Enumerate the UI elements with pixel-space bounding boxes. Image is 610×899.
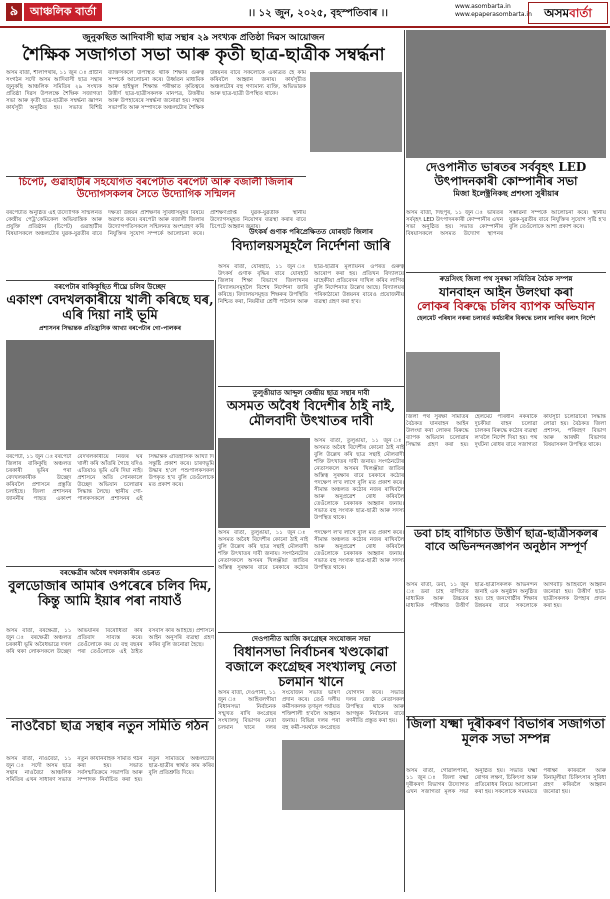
websites xyxy=(455,3,532,19)
story-12-body: অসম বাৰ্তা, গোৱালপাৰা, ১১ জুন ঃ জিলা যক্ষ্মা দূৰীকৰণ বিভাগৰ উদ্যোগত এখন সজাগতা মূলক সভা অনুষ্ঠিত হয়। সভাত যক্ষ্মা ৰোগৰ লক্ষণ, চিকিৎসা আৰু প্ৰতিৰোধৰ বিষয়ে আলোচনা কৰা হয়। সকলোকে সময়মতে পৰীক্ষা কৰিবলৈ আৰু বিনামূলীয়া চিকিৎসাৰ সুবিধা গ্ৰহণ কৰিবলৈ আহ্বান জনোৱা হয়। xyxy=(406,768,606,795)
story-10-heading xyxy=(406,272,606,351)
story-9-body: অসম বাৰ্তা, দিছপুৰ, ১১ জুন ঃ ভাৰতৰ সৰ্ববৃহৎ LED উৎপাদনকাৰী কোম্পানীৰ এখন সভা অনুষ্ঠিত হয়। সভাত কোম্পানীৰ বিষয়াসকলে অসমত উদ্যোগ স্থাপনৰ সম্ভাৱনা সম্পৰ্কে আলোচনা কৰে। স্থানীয় যুৱক-যুৱতীৰ বাবে নিযুক্তিৰ সুযোগ সৃষ্টি হ'ব বুলি তেওঁলোকে আশা প্ৰকাশ কৰে। xyxy=(406,210,606,237)
story-3-photo xyxy=(6,340,214,450)
story-5-heading xyxy=(6,718,214,755)
story-4-body: অসম বাৰ্তা, বৰক্ষেত্ৰী, ১১ জুন ঃ বৰক্ষেত্ৰী অঞ্চলত চৰকাৰী ভূমি অবৈধভাৱে দখল কৰি থকা লোকসকলে উচ্ছেদ অভিযানৰ বিৰোধিতা কৰি প্ৰতিবাদ সাব্যস্ত কৰে। তেওঁলোকে কয় যে বহু বছৰৰ পৰা তেওঁলোকে এই ঠাইত বসবাস কৰি আহিছে। প্ৰশাসনে আইন অনুসৰি ব্যৱস্থা গ্ৰহণ কৰিব বুলি জনোৱা হৈছে। xyxy=(6,628,214,655)
story-7-body: অসম বাৰ্তা, তুলুঙীয়া, ১১ জুন ঃ অসমত অবৈধ বিদেশীৰ কোনো ঠাই নাই বুলি উল্লেখ কৰি ছাত্ৰ সন্থাই মৌলবাদী শক্তি উৎখাতৰ দাবী জনায়। সংগঠনটোৰ নেতাসকলে অসমৰ খিলঞ্জীয়া জাতিৰ অস্তিত্ব সুৰক্ষাৰ বাবে চৰকাৰে কঠোৰ পদক্ষেপ ল'ব লাগে বুলি মত প্ৰকাশ কৰে। সীমান্ত অঞ্চলত কঠোৰ নজৰ ৰাখিবলৈ আৰু অনুপ্ৰৱেশ ৰোধ কৰিবলৈ তেওঁলোকে চৰকাৰক আহ্বান জনায়। সভাত বহু সংখ্যক ছাত্ৰ-ছাত্ৰী আৰু সদস্য উপস্থিত থাকে। xyxy=(218,530,404,571)
story-5-headline: নাওবৈচা ছাত্ৰ সন্থাৰ নতুন সমিতি গঠন xyxy=(11,719,209,734)
story-3-heading xyxy=(6,280,214,337)
story-10-headline-2: লোকৰ বিৰুদ্ধে চলিব ব্যাপক অভিযান xyxy=(417,299,595,313)
page-header xyxy=(0,0,610,28)
story-10-subhead: হেলমেট পৰিধান নকৰা চলাবৰ্ত কৰ্মচাৰীৰ বিৰুদ্ধে চলাব লাগিব বলাৎ নিৰ্দেশ xyxy=(416,315,596,322)
story-3-subkicker: প্ৰশাসনৰ সিদ্ধান্তক প্ৰতিহ্ৰাসিক আখ্যা বৰপেটাৰ গো-পালকৰ xyxy=(39,325,181,332)
column-rule xyxy=(215,280,216,892)
story-1-photo xyxy=(310,72,402,152)
story-4-headline: বুলডোজাৰ আমাৰ ওপৰেৰে চলিব দিম, কিন্তু আমি ইয়াৰ পৰা নাযাওঁ xyxy=(8,579,212,609)
website-1: www.asombarta.in xyxy=(455,3,511,10)
story-12-headline: জিলা যক্ষ্মা দূৰীকৰণ বিভাগৰ সজাগতা মূলক সভা সম্পন্ন xyxy=(407,717,605,747)
story-2-body: বৰপেটাত অনুষ্ঠিত এই উদ্যোগিক সন্মিলনত কেন্দ্ৰীয় পেট্ৰ'কেমিকেল অভিযান্ত্ৰিক আৰু প্ৰযুক্তি প্ৰতিষ্ঠান (চিপেট) গুৱাহাটীৰ বিষয়াসকলে অঞ্চলটোৰ যুৱক-যুৱতীৰ বাবে দক্ষতা উন্নয়ন প্ৰশিক্ষণৰ সুবিধাসমূহৰ বিষয়ে অৱগত কৰে। বৰপেটা আৰু বজালী জিলাৰ উদ্যোগপতিসকলে সন্মিলনত অংশগ্ৰহণ কৰি নিযুক্তিৰ সুযোগ সম্পৰ্কে আলোচনা কৰে। প্ৰশিক্ষণপ্ৰাপ্ত যুৱক-যুৱতীক স্থানীয় উদ্যোগসমূহত নিয়োগৰ ব্যৱস্থা কৰাৰ বাবে চিপেটে আহ্বান জনায়। xyxy=(6,210,306,237)
story-11-body: অসম বাৰ্তা, ডবা, ১১ জুন ঃ ডবা চাহ বাগিচাত মাধ্যমিক আৰু উচ্চতৰ মাধ্যমিক পৰীক্ষাত উত্তীৰ্ণ ছাত্ৰ-ছাত্ৰীসকলক অভিনন্দন জনাই এক অনুষ্ঠান অনুষ্ঠিত হয়। চাহ জনগোষ্ঠীৰ শিক্ষাৰ উন্নয়নৰ বাবে সকলোকে আগবাঢ়ি আহিবলৈ আহ্বান জনোৱা হয়। উত্তীৰ্ণ ছাত্ৰ-ছাত্ৰীসকলক উপহাৰ প্ৰদান কৰা হয়। xyxy=(406,582,606,609)
story-10-body: জিলা পথ সুৰক্ষা সমিতিৰ বৈঠকত যানবাহন আইন উলংঘা কৰা লোকৰ বিৰুদ্ধে ব্যাপক অভিযান চলোৱাৰ সিদ্ধান্ত গ্ৰহণ কৰা হয়। হেলমেট পৰিধান নকৰাকৈ দুচকীয়া বাহন চলোৱা চালকৰ বিৰুদ্ধে কঠোৰ ব্যৱস্থা ল'বলৈ নিৰ্দেশ দিয়া হয়। পথ দুৰ্ঘটনা ৰোধৰ বাবে সজাগতা কাৰ্যসূচী চলোৱাৰো সিদ্ধান্ত লোৱা হয়। বৈঠকত জিলা প্ৰশাসন, পৰিবহণ বিভাগ আৰু আৰক্ষী বিভাগৰ বিষয়াসকল উপস্থিত থাকে। xyxy=(406,414,606,448)
story-7-heading xyxy=(218,386,404,437)
story-3-headline: একাংশ বেদখলকাৰীয়ে খালী কৰিছে ঘৰ, এৰি দিয়া নাই ভূমি xyxy=(6,293,214,323)
story-3-kicker: বৰপেটাৰ বাকিকুছিত শীঘ্ৰে চলিব উচ্ছেদ xyxy=(54,283,166,291)
story-9-photo xyxy=(406,30,606,158)
story-3-body: বৰপেটা, ১১ জুন ঃ বৰপেটা জিলাৰ বাকিকুছি অঞ্চলত চৰকাৰী ভূমিৰ পৰা বেদখলকাৰীক উচ্ছেদ কৰিবলৈ প্ৰশাসনে প্ৰস্তুতি চলাইছে। জিলা প্ৰশাসনৰ জাননীৰ পাছত একাংশ বেদখলকাৰীয়ে নিজৰ ঘৰ খালী কৰি আঁতৰি গৈছে যদিও এতিয়াও ভূমি এৰি দিয়া নাই। প্ৰশাসনে অতি সোনকালে উচ্ছেদ অভিযান চলোৱাৰ সিদ্ধান্ত লৈছে। স্থানীয় গো-পালকসকলে প্ৰশাসনৰ এই সিদ্ধান্তক ঐতিহাসিক আখ্যা দি সন্তুষ্টি প্ৰকাশ কৰে। চাৰণভূমি উদ্ধাৰ হ'লে পশুপালকসকল উপকৃত হ'ব বুলি তেওঁলোকে মত প্ৰকাশ কৰে। xyxy=(6,454,214,502)
logo-part-a: অসম xyxy=(544,6,570,20)
story-12-heading xyxy=(406,716,606,767)
story-2-heading xyxy=(6,176,306,209)
story-6-headline: বিদ্যালয়সমূহলৈ নিৰ্দেশনা জাৰি xyxy=(231,239,391,254)
story-10-headline: যানবাহন আইন উলংঘা কৰা xyxy=(438,285,574,299)
story-10-photo xyxy=(406,352,500,412)
story-1-body: অসম বাৰ্তা, শীলাপথাৰ, ১১ জুন ঃ প্ৰাচীন সংগঠন সদৌ অসম আদিবাসী ছাত্ৰ সন্থাৰ জুনুকছি আঞ্চলিক সমিতিৰ ২৯ সংখ্যক প্ৰতিষ্ঠা দিৱস উপলক্ষে শৈক্ষিক সজাগতা সভা আৰু কৃতী ছাত্ৰ-ছাত্ৰীক সম্বৰ্দ্ধনা জ্ঞাপন কাৰ্যসূচী অনুষ্ঠিত হয়। সভাত বিশিষ্ট ব্যক্তিসকলে উপস্থিত থাকি শিক্ষাৰ গুৰুত্ব সম্পৰ্কে আলোচনা কৰে। উৰ্ধ্বতন মাধ্যমিক আৰু হাইস্কুল শিক্ষান্ত পৰীক্ষাত কৃতিত্বৰে উত্তীৰ্ণ ছাত্ৰ-ছাত্ৰীসকলক মানপত্ৰ, উত্তৰীয় আৰু উপহাৰেৰে সম্বৰ্দ্ধনা জনোৱা হয়। সন্থাৰ সভাপতি আৰু সম্পাদকে অঞ্চলটোৰ শৈক্ষিক উন্নয়নৰ বাবে সকলোকে একত্ৰিত হৈ কাম কৰিবলৈ আহ্বান জনায়। কাৰ্যসূচীত অঞ্চলটোৰ বহু গণ্যমান্য ব্যক্তি, অভিভাৱক আৰু ছাত্ৰ-ছাত্ৰী উপস্থিত থাকে। xyxy=(6,70,306,111)
story-8-heading xyxy=(218,632,404,689)
section-label: আঞ্চলিক বাৰ্তা xyxy=(24,3,102,21)
story-11-heading xyxy=(406,526,606,581)
story-9-headline: দেওপানীত ভাৰতৰ সৰ্ববৃহৎ LED উৎপাদনকাৰী কোম্পানীৰ সভা xyxy=(425,160,587,188)
story-8-photo xyxy=(282,740,404,810)
issue-date: ।। ১২ জুন, ২০২৫, বৃহস্পতিবাৰ ।। xyxy=(248,8,388,19)
story-5-body: অসম বাৰ্তা, নাওবৈচা, ১১ জুন ঃ সদৌ অসম ছাত্ৰ সন্থাৰ নাওবৈচা আঞ্চলিক সমিতিৰ এখন সাধাৰণ সভাত নতুন কাৰ্যনিৰ্বাহক সমিতি গঠন কৰা হয়। সভাত সৰ্বসন্মতিক্ৰমে সভাপতি আৰু সম্পাদক নিৰ্বাচিত কৰা হয়। নতুন সমিতিয়ে অঞ্চলটোৰ ছাত্ৰ-ছাত্ৰীৰ স্বাৰ্থত কাম কৰিব বুলি প্ৰতিশ্ৰুতি দিয়ে। xyxy=(6,756,214,783)
story-7-body-continued: অসম বাৰ্তা, তুলুঙীয়া, ১১ জুন ঃ অসমত অবৈধ বিদেশীৰ কোনো ঠাই নাই বুলি উল্লেখ কৰি ছাত্ৰ সন্থাই মৌলবাদী শক্তি উৎখাতৰ দাবী জনায়। সংগঠনটোৰ নেতাসকলে অসমৰ খিলঞ্জীয়া জাতিৰ অস্তিত্ব সুৰক্ষাৰ বাবে চৰকাৰে কঠোৰ পদক্ষেপ ল'ব লাগে বুলি মত প্ৰকাশ কৰে। সীমান্ত অঞ্চলত কঠোৰ নজৰ ৰাখিবলৈ আৰু অনুপ্ৰৱেশ ৰোধ কৰিবলৈ তেওঁলোকে চৰকাৰক আহ্বান জনায়। সভাত বহু সংখ্যক ছাত্ৰ-ছাত্ৰী আৰু সদস্য উপস্থিত থাকে। xyxy=(314,438,404,521)
story-11-headline: ডবা চাহ বাগিচাত উত্তীৰ্ণ ছাত্ৰ-ছাত্ৰীসকলৰ বাবে অভিনন্দনজ্ঞাপন অনুষ্ঠান সম্পূৰ্ণ xyxy=(414,527,598,553)
story-1-kicker: জুনুকছিত আদিবাসী ছাত্ৰ সন্থাৰ ২৯ সংখ্যক প্ৰতিষ্ঠা দিৱস আয়োজন xyxy=(82,33,325,43)
story-9-subhead: মিজা ইলেক্ট্ৰনিকছ প্ৰশংসা সুৰীয়াৰ xyxy=(453,189,559,198)
story-6-heading xyxy=(218,226,404,262)
story-8-kicker: দেওপানীত আজি কংগ্ৰেছৰ সংযোজন সভা xyxy=(251,635,371,643)
story-1-heading xyxy=(6,30,401,68)
logo-part-b: বাৰ্তা xyxy=(569,6,592,20)
column-rule xyxy=(404,30,405,892)
story-4-kicker: বৰক্ষেত্ৰীৰ অবৈধ দখলকাৰীৰ ওচৰত xyxy=(60,569,160,577)
story-7-photo xyxy=(218,438,310,528)
story-9-heading xyxy=(406,160,606,210)
story-7-headline: অসমত অবৈধ বিদেশীৰ ঠাই নাই, মৌলবাদী উৎখাতৰ দাবী xyxy=(226,399,396,429)
story-6-kicker: উৎকৰ্ষ গুণাক পৰিপ্ৰেক্ষিতত যোৰহাট জিলাৰ xyxy=(249,228,373,236)
masthead-logo xyxy=(528,2,608,24)
story-2-headline: চিপেট, গুৱাহাটীৰ সহযোগত বৰপেটাত বৰপেটা আৰু বজালী জিলাৰ উদ্যোগসকলৰ সৈতে উদ্যোগিক সন্মিলন xyxy=(19,177,293,200)
story-6-body: অসম বাৰ্তা, যোৰহাট, ১১ জুন ঃ উৎকৰ্ষ গুণাক বৃদ্ধিৰ বাবে যোৰহাট জিলাৰ শিক্ষা বিভাগে জিলাখনৰ বিদ্যালয়সমূহলৈ বিশেষ নিৰ্দেশনা জাৰি কৰিছে। বিদ্যালয়সমূহত শিক্ষকৰ উপস্থিতি নিশ্চিত কৰা, নিয়মীয়া শ্ৰেণী পাঠদান আৰু ছাত্ৰ-ছাত্ৰীৰ মূল্যায়নৰ ওপৰত গুৰুত্ব আৰোপ কৰা হয়। প্ৰতিখন বিদ্যালয়ে মাহেকীয়া প্ৰতিবেদন দাখিল কৰিব লাগিব বুলি নিৰ্দেশনাত উল্লেখ আছে। বিদ্যালয়ৰ পৰিকাঠামো উন্নয়নৰ বাবেও প্ৰয়োজনীয় ব্যৱস্থা গ্ৰহণ কৰা হ'ব। xyxy=(218,264,404,305)
story-1-headline: শৈক্ষিক সজাগতা সভা আৰু কৃতী ছাত্ৰ-ছাত্ৰীক সম্বৰ্দ্ধনা xyxy=(22,45,385,65)
story-10-kicker: ৰুদ্ৰসিংহ জিলা পথ সুৰক্ষা সমিতিৰ বৈঠক সম্পন্ন xyxy=(439,275,573,283)
website-2: www.epaperasombarta.in xyxy=(455,11,532,18)
story-8-headline: বিধানসভা নিৰ্বাচনৰ খণ্ডকোৱা বজালে কংগ্ৰেছৰ সংখ্যালঘু নেতা চলমান খানে xyxy=(225,645,397,689)
story-7-kicker: তুলুঙীয়াত আব্দুল কেন্দ্ৰীয় ছাত্ৰ সন্থাৰ দাবী xyxy=(252,389,370,397)
story-4-heading xyxy=(6,566,214,627)
page-number: ৯ xyxy=(6,3,22,21)
story-8-body: অসম বাৰ্তা, দেওপানী, ১১ জুন ঃ আহিবলগীয়া বিধানসভা নিৰ্বাচনক সন্মুখত ৰাখি কংগ্ৰেছৰ সংখ্যালঘু বিভাগৰ নেতা চলমান খানে দলৰ সংযোজন সভাত ভাষণ প্ৰদান কৰে। তেওঁ দলীয় কৰ্মীসকলক তৃণমূল পৰ্যায়ত শক্তিশালী হ'বলৈ আহ্বান জনায়। বিভিন্ন দলৰ পৰা বহু কৰ্মী-সমৰ্থকে কংগ্ৰেছত যোগদান কৰে। সভাত দলৰ জ্যেষ্ঠ নেতাসকল উপস্থিত থাকে আৰু আগন্তুক নিৰ্বাচনৰ বাবে ৰণনীতি প্ৰস্তুত কৰা হয়। xyxy=(218,690,404,731)
